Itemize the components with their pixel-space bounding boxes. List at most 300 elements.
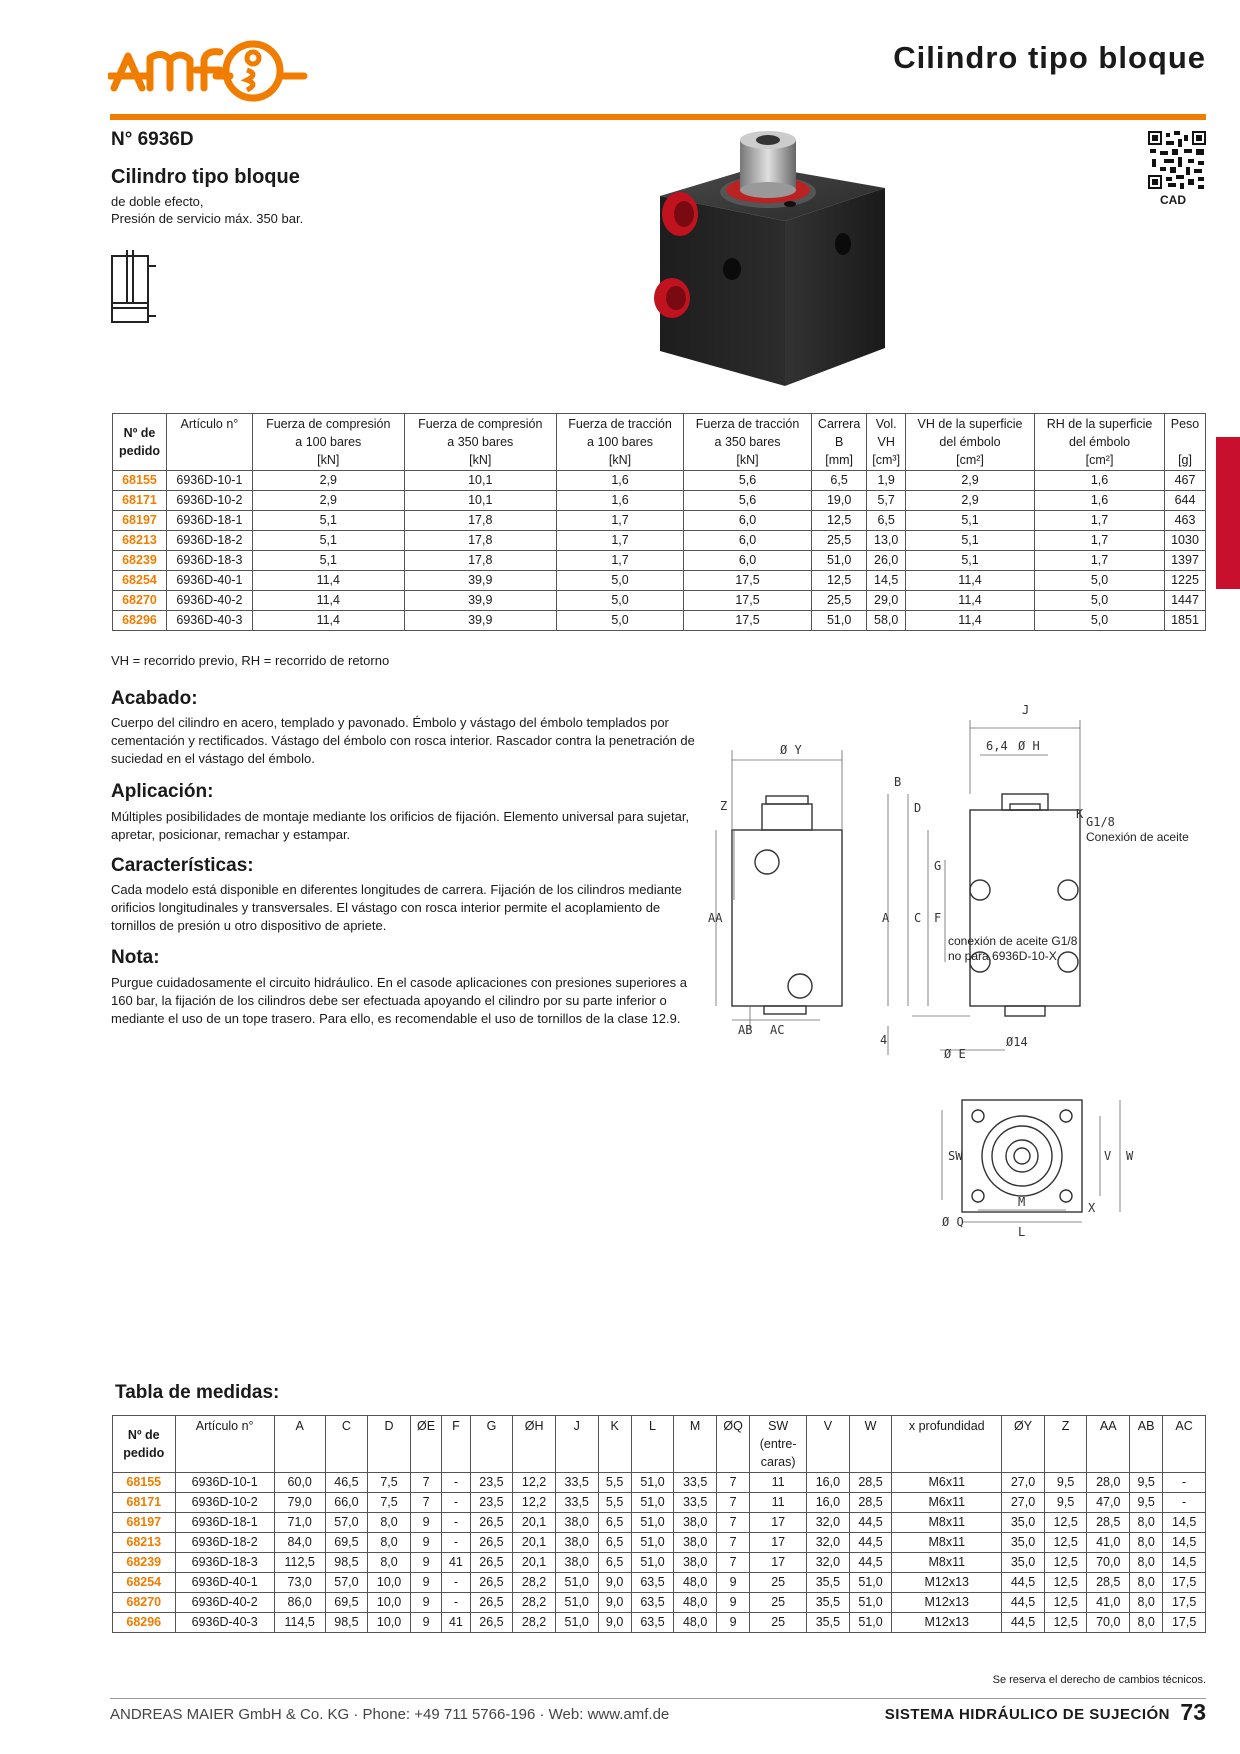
table-cell: 38,0 <box>674 1513 717 1533</box>
table-cell: M12x13 <box>892 1573 1002 1593</box>
table-cell: 44,5 <box>1002 1593 1045 1613</box>
table-cell: 6,5 <box>811 471 867 491</box>
table-cell: 5,1 <box>905 551 1034 571</box>
table-cell: 25 <box>750 1573 807 1593</box>
table-cell: 9,0 <box>598 1573 631 1593</box>
table-cell: 28,5 <box>849 1473 892 1493</box>
table-cell: 6936D-40-2 <box>175 1593 274 1613</box>
measures-header-cell: G <box>470 1416 513 1473</box>
measures-header-cell: ØE <box>410 1416 441 1473</box>
dimension-label: J <box>1022 703 1030 717</box>
table-cell: 41 <box>442 1553 470 1573</box>
table-cell: 47,0 <box>1087 1493 1130 1513</box>
table-cell: 33,5 <box>555 1493 598 1513</box>
dimension-label: Ø Q <box>942 1215 964 1229</box>
spec-header-cell: Vol. VH [cm³] <box>867 414 906 471</box>
table-cell: 5,5 <box>598 1493 631 1513</box>
table-cell: 7,5 <box>368 1493 411 1513</box>
table-cell: 98,5 <box>325 1613 368 1633</box>
table-cell: 35,5 <box>807 1573 850 1593</box>
table-cell: 112,5 <box>274 1553 325 1573</box>
table-cell: 32,0 <box>807 1533 850 1553</box>
measures-header-cell: F <box>442 1416 470 1473</box>
table-row <box>113 611 1206 631</box>
order-number-link[interactable]: 68197 <box>113 1513 176 1533</box>
table-cell: 8,0 <box>1130 1613 1163 1633</box>
table-cell: 5,0 <box>556 591 684 611</box>
table-cell: 9,5 <box>1044 1493 1087 1513</box>
table-cell: 6936D-18-2 <box>175 1533 274 1553</box>
table-cell: 28,5 <box>849 1493 892 1513</box>
table-cell: 12,5 <box>1044 1513 1087 1533</box>
table-cell: 2,9 <box>905 471 1034 491</box>
table-cell: 70,0 <box>1087 1553 1130 1573</box>
table-row <box>113 591 1206 611</box>
table-cell: M12x13 <box>892 1613 1002 1633</box>
table-cell: 11,4 <box>252 591 404 611</box>
dimension-label: L <box>1018 1225 1026 1239</box>
table-cell: 26,0 <box>867 551 906 571</box>
table-cell: 51,0 <box>849 1573 892 1593</box>
table-cell: - <box>442 1513 470 1533</box>
table-cell: 10,1 <box>404 471 556 491</box>
table-cell: 51,0 <box>631 1493 674 1513</box>
table-cell: 33,5 <box>674 1473 717 1493</box>
spec-header-cell: Fuerza de tracción a 350 bares [kN] <box>684 414 812 471</box>
table-cell: 8,0 <box>1130 1573 1163 1593</box>
table-cell: 9 <box>410 1533 441 1553</box>
table-cell: 20,1 <box>513 1513 556 1533</box>
dimension-label: M <box>1018 1195 1026 1209</box>
table-cell: 1225 <box>1165 571 1206 591</box>
table-cell: 5,1 <box>252 531 404 551</box>
section-caracteristicas-body: Cada modelo está disponible en diferentes longitudes de carrera. Fijación de los cilindros mediante orificios longitudinales y transversales. El vástago con rosca interior permite el acoplamiento de tornillos de presión u otro dispositivo de apriete. <box>111 882 682 933</box>
table-cell: 11,4 <box>905 591 1034 611</box>
double-acting-cylinder-symbol <box>110 250 160 328</box>
table-cell: 51,0 <box>849 1593 892 1613</box>
dimension-label: C <box>914 911 922 925</box>
table-cell: 10,0 <box>368 1613 411 1633</box>
dimension-label: G <box>934 859 942 873</box>
spec-header-cell: Nº de pedido <box>113 414 167 471</box>
order-number-link[interactable]: 68155 <box>113 471 167 491</box>
table-cell: 17,5 <box>1163 1573 1206 1593</box>
table-cell: 48,0 <box>674 1593 717 1613</box>
table-row <box>113 551 1206 571</box>
spec-header-cell: Fuerza de tracción a 100 bares [kN] <box>556 414 684 471</box>
table-cell: 10,1 <box>404 491 556 511</box>
table-row <box>113 1513 1206 1533</box>
table-cell: 1,7 <box>1035 551 1165 571</box>
table-cell: 9 <box>410 1553 441 1573</box>
order-number-link[interactable]: 68239 <box>113 551 167 571</box>
table-cell: M12x13 <box>892 1593 1002 1613</box>
table-row <box>113 471 1206 491</box>
table-cell: 7 <box>716 1513 749 1533</box>
table-cell: 33,5 <box>555 1473 598 1493</box>
measures-table <box>112 1415 1206 1633</box>
table-cell: M8x11 <box>892 1513 1002 1533</box>
table-cell: 2,9 <box>905 491 1034 511</box>
table-cell: 51,0 <box>555 1613 598 1633</box>
spec-header-cell: Carrera B [mm] <box>811 414 867 471</box>
table-cell: M8x11 <box>892 1553 1002 1573</box>
table-cell: 6,5 <box>598 1513 631 1533</box>
dimension-label: Ø Y <box>780 743 802 757</box>
table-cell: 26,5 <box>470 1573 513 1593</box>
table-cell: 28,5 <box>1087 1573 1130 1593</box>
section-aplicacion-body: Múltiples posibilidades de montaje mediante los orificios de fijación. Elemento universal para sujetar, apretar, posicionar, remachar y estampar. <box>111 809 690 842</box>
table-cell: 28,2 <box>513 1613 556 1633</box>
table-cell: M6x11 <box>892 1493 1002 1513</box>
measures-title: Tabla de medidas: <box>115 1382 280 1403</box>
table-cell: 51,0 <box>811 611 867 631</box>
table-cell: 5,1 <box>252 511 404 531</box>
table-cell: 86,0 <box>274 1593 325 1613</box>
table-cell: 35,5 <box>807 1613 850 1633</box>
section-nota-title: Nota: <box>111 947 160 968</box>
table-cell: 11,4 <box>252 611 404 631</box>
table-cell: 467 <box>1165 471 1206 491</box>
table-cell: 7 <box>716 1533 749 1553</box>
table-cell: 7 <box>716 1493 749 1513</box>
table-cell: 17,8 <box>404 551 556 571</box>
table-cell: 6,0 <box>684 531 812 551</box>
table-cell: 9,5 <box>1044 1473 1087 1493</box>
table-cell: - <box>442 1593 470 1613</box>
table-cell: 26,5 <box>470 1613 513 1633</box>
spec-header-cell: Fuerza de compresión a 350 bares [kN] <box>404 414 556 471</box>
table-cell: 38,0 <box>555 1533 598 1553</box>
cad-label: CAD <box>1160 193 1186 207</box>
table-cell: 44,5 <box>1002 1573 1045 1593</box>
table-cell: 9 <box>716 1573 749 1593</box>
dimension-label: SW <box>948 1149 963 1163</box>
dimension-label: Ø E <box>944 1047 966 1061</box>
oil-connection-g18-line1: conexión de aceite G1/8 <box>948 934 1078 948</box>
dimension-label: D <box>914 801 922 815</box>
table-cell: 27,0 <box>1002 1473 1045 1493</box>
spec-header-cell: Artículo n° <box>167 414 253 471</box>
dimension-label: AA <box>708 911 723 925</box>
table-cell: 27,0 <box>1002 1493 1045 1513</box>
section-side-tab <box>1216 437 1240 589</box>
table-row <box>113 571 1206 591</box>
dimension-label: V <box>1104 1149 1112 1163</box>
measures-header-cell: K <box>598 1416 631 1473</box>
table-cell: 11,4 <box>252 571 404 591</box>
table-cell: 14,5 <box>1163 1513 1206 1533</box>
table-cell: 39,9 <box>404 611 556 631</box>
dimension-label: Ø H <box>1018 739 1040 753</box>
order-number-link[interactable]: 68270 <box>113 1593 176 1613</box>
table-cell: 1,7 <box>556 551 684 571</box>
page-title: Cilindro tipo bloque <box>893 40 1206 75</box>
dimension-label: X <box>1088 1201 1096 1215</box>
table-cell: 6936D-40-1 <box>167 571 253 591</box>
table-cell: 41 <box>442 1613 470 1633</box>
table-cell: 5,5 <box>598 1473 631 1493</box>
table-cell: 51,0 <box>631 1533 674 1553</box>
table-cell: 14,5 <box>867 571 906 591</box>
table-cell: 5,1 <box>905 531 1034 551</box>
measures-header-cell: x profundidad <box>892 1416 1002 1473</box>
table-cell: 5,7 <box>867 491 906 511</box>
table-cell: 6,5 <box>598 1533 631 1553</box>
measures-header-cell: ØQ <box>716 1416 749 1473</box>
table-cell: 9,5 <box>1130 1473 1163 1493</box>
table-cell: 17,5 <box>1163 1593 1206 1613</box>
table-cell: 63,5 <box>631 1613 674 1633</box>
section-aplicacion-title: Aplicación: <box>111 781 214 802</box>
table-cell: 51,0 <box>555 1573 598 1593</box>
table-cell: 44,5 <box>1002 1613 1045 1633</box>
table-cell: - <box>442 1573 470 1593</box>
table-cell: 51,0 <box>631 1473 674 1493</box>
table-cell: 7 <box>410 1493 441 1513</box>
table-cell: 6936D-10-2 <box>167 491 253 511</box>
table-cell: 6,0 <box>684 551 812 571</box>
table-cell: 12,5 <box>1044 1613 1087 1633</box>
table-cell: 114,5 <box>274 1613 325 1633</box>
table-cell: 6936D-18-3 <box>167 551 253 571</box>
spec-table-header <box>113 414 1206 471</box>
dimension-label: AB <box>738 1023 753 1037</box>
table-cell: 644 <box>1165 491 1206 511</box>
table-cell: 8,0 <box>1130 1533 1163 1553</box>
table-cell: - <box>442 1473 470 1493</box>
table-cell: 10,0 <box>368 1573 411 1593</box>
qr-code-icon[interactable] <box>1148 131 1206 189</box>
dimension-label: AC <box>770 1023 785 1037</box>
table-cell: 35,0 <box>1002 1533 1045 1553</box>
measures-header-cell: D <box>368 1416 411 1473</box>
table-cell: 84,0 <box>274 1533 325 1553</box>
table-cell: 19,0 <box>811 491 867 511</box>
table-cell: 11,4 <box>905 571 1034 591</box>
spec-table <box>112 413 1206 631</box>
table-cell: 25,5 <box>811 531 867 551</box>
dimension-label: B <box>894 775 902 789</box>
table-cell: 71,0 <box>274 1513 325 1533</box>
measures-header-cell: M <box>674 1416 717 1473</box>
table-cell: 35,0 <box>1002 1553 1045 1573</box>
table-cell: 39,9 <box>404 591 556 611</box>
table-cell: 14,5 <box>1163 1553 1206 1573</box>
dimension-label: W <box>1126 1149 1134 1163</box>
table-cell: 63,5 <box>631 1573 674 1593</box>
table-cell: 1,6 <box>556 471 684 491</box>
table-cell: 17,5 <box>684 611 812 631</box>
table-cell: 17 <box>750 1533 807 1553</box>
table-cell: 17,5 <box>1163 1613 1206 1633</box>
order-number-link[interactable]: 68296 <box>113 611 167 631</box>
table-cell: 29,0 <box>867 591 906 611</box>
section-acabado-title: Acabado: <box>111 688 198 709</box>
table-cell: 26,5 <box>470 1553 513 1573</box>
table-cell: 17,8 <box>404 511 556 531</box>
measures-header-cell: AC <box>1163 1416 1206 1473</box>
table-cell: 11 <box>750 1473 807 1493</box>
spec-header-cell: Peso [g] <box>1165 414 1206 471</box>
table-cell: 9,0 <box>598 1613 631 1633</box>
table-cell: 9 <box>410 1593 441 1613</box>
table-cell: 5,1 <box>905 511 1034 531</box>
table-cell: 2,9 <box>252 471 404 491</box>
table-cell: 7,5 <box>368 1473 411 1493</box>
table-cell: 38,0 <box>555 1513 598 1533</box>
order-number-link[interactable]: 68213 <box>113 1533 176 1553</box>
table-cell: 7 <box>716 1553 749 1573</box>
measures-header-cell: SW (entre- caras) <box>750 1416 807 1473</box>
order-number-link[interactable]: 68197 <box>113 511 167 531</box>
table-cell: 1,6 <box>556 491 684 511</box>
measures-header-cell: ØY <box>1002 1416 1045 1473</box>
section-nota-body: Purgue cuidadosamente el circuito hidráulico. En el casode aplicaciones con presiones superiores a 160 bar, la fijación de los cilindros debe ser efectuada apoyando el cilindro por su parte inferior o mediante el uso de un tope trasero. Para ello, es recomendable el uso de tornillos de la clase 12.9. <box>111 975 687 1026</box>
table-cell: 5,1 <box>252 551 404 571</box>
table-cell: 16,0 <box>807 1493 850 1513</box>
table-row <box>113 1493 1206 1513</box>
table-cell: 25 <box>750 1613 807 1633</box>
product-desc-2: Presión de servicio máx. 350 bar. <box>111 211 304 226</box>
measures-header-cell: L <box>631 1416 674 1473</box>
table-cell: 41,0 <box>1087 1533 1130 1553</box>
table-cell: 73,0 <box>274 1573 325 1593</box>
table-cell: 5,0 <box>556 571 684 591</box>
table-cell: 28,2 <box>513 1573 556 1593</box>
measures-header-cell: A <box>274 1416 325 1473</box>
order-number-link[interactable]: 68171 <box>113 491 167 511</box>
dimension-label: Z <box>720 799 728 813</box>
order-number-link[interactable]: 68213 <box>113 531 167 551</box>
table-cell: 12,5 <box>1044 1533 1087 1553</box>
table-cell: 20,1 <box>513 1553 556 1573</box>
order-number-link[interactable]: 68254 <box>113 571 167 591</box>
order-number-link[interactable]: 68155 <box>113 1473 176 1493</box>
table-cell: 12,5 <box>1044 1593 1087 1613</box>
table-cell: 5,0 <box>1035 611 1165 631</box>
table-cell: 35,5 <box>807 1593 850 1613</box>
technical-drawing <box>680 700 1220 1260</box>
order-number-link[interactable]: 68296 <box>113 1613 176 1633</box>
table-cell: 463 <box>1165 511 1206 531</box>
table-cell: 9 <box>410 1513 441 1533</box>
table-cell: 57,0 <box>325 1513 368 1533</box>
table-cell: 66,0 <box>325 1493 368 1513</box>
order-number-link[interactable]: 68239 <box>113 1553 176 1573</box>
table-cell: 23,5 <box>470 1493 513 1513</box>
table-cell: 28,5 <box>1087 1513 1130 1533</box>
table-cell: 9 <box>716 1593 749 1613</box>
product-number: N° 6936D <box>111 129 194 150</box>
table-cell: 12,2 <box>513 1493 556 1513</box>
oil-connection-label: Conexión de aceite <box>1086 830 1189 844</box>
table-cell: 38,0 <box>555 1553 598 1573</box>
product-desc-1: de doble efecto, <box>111 194 204 209</box>
measures-header-cell: Artículo n° <box>175 1416 274 1473</box>
table-cell: 1447 <box>1165 591 1206 611</box>
table-cell: 28,2 <box>513 1593 556 1613</box>
measures-header-cell: AA <box>1087 1416 1130 1473</box>
table-cell: 20,1 <box>513 1533 556 1553</box>
table-cell: 8,0 <box>368 1513 411 1533</box>
table-cell: 7 <box>410 1473 441 1493</box>
table-cell: 9,0 <box>598 1593 631 1613</box>
table-cell: - <box>442 1533 470 1553</box>
table-cell: 98,5 <box>325 1553 368 1573</box>
table-cell: 9 <box>410 1613 441 1633</box>
table-cell: 6936D-40-2 <box>167 591 253 611</box>
product-name: Cilindro tipo bloque <box>111 166 300 188</box>
footer-section: SISTEMA HIDRÁULICO DE SUJECIÓN <box>884 1706 1170 1723</box>
table-row <box>113 1593 1206 1613</box>
reserve-note: Se reserva el derecho de cambios técnicos. <box>992 1674 1206 1686</box>
measures-header-cell: Nº de pedido <box>113 1416 176 1473</box>
table-cell: 6,5 <box>867 511 906 531</box>
table-cell: 6936D-10-2 <box>175 1493 274 1513</box>
table-cell: 6936D-18-3 <box>175 1553 274 1573</box>
table-cell: - <box>442 1493 470 1513</box>
table-cell: 6,0 <box>684 511 812 531</box>
table-cell: 12,5 <box>1044 1573 1087 1593</box>
table-cell: - <box>1163 1473 1206 1493</box>
table-cell: 1,7 <box>1035 531 1165 551</box>
table-row <box>113 1533 1206 1553</box>
order-number-link[interactable]: 68254 <box>113 1573 176 1593</box>
table-cell: 63,5 <box>631 1593 674 1613</box>
table-cell: 69,5 <box>325 1593 368 1613</box>
table-cell: 35,0 <box>1002 1513 1045 1533</box>
table-cell: M6x11 <box>892 1473 1002 1493</box>
table-cell: 17,5 <box>684 591 812 611</box>
table-cell: 6936D-18-2 <box>167 531 253 551</box>
table-cell: 44,5 <box>849 1553 892 1573</box>
table-cell: 44,5 <box>849 1513 892 1533</box>
table-cell: 70,0 <box>1087 1613 1130 1633</box>
table-cell: 51,0 <box>631 1513 674 1533</box>
table-cell: 46,5 <box>325 1473 368 1493</box>
table-cell: 17,5 <box>684 571 812 591</box>
table-cell: 1,9 <box>867 471 906 491</box>
table-cell: 6936D-40-3 <box>167 611 253 631</box>
table-cell: 6936D-10-1 <box>175 1473 274 1493</box>
table-cell: 1,7 <box>556 531 684 551</box>
order-number-link[interactable]: 68171 <box>113 1493 176 1513</box>
dimension-label: K <box>1076 807 1084 821</box>
table-cell: 1,6 <box>1035 471 1165 491</box>
table-cell: 48,0 <box>674 1613 717 1633</box>
table-cell: 1851 <box>1165 611 1206 631</box>
spec-header-cell: VH de la superficie del émbolo [cm²] <box>905 414 1034 471</box>
order-number-link[interactable]: 68270 <box>113 591 167 611</box>
dimension-label: Ø14 <box>1006 1035 1028 1049</box>
product-photo <box>650 126 900 396</box>
table-cell: 12,5 <box>811 571 867 591</box>
table-cell: 26,5 <box>470 1513 513 1533</box>
section-caracteristicas-title: Características: <box>111 855 254 876</box>
table-cell: 12,5 <box>811 511 867 531</box>
table-cell: 17 <box>750 1553 807 1573</box>
table-cell: - <box>1163 1493 1206 1513</box>
table-cell: 8,0 <box>1130 1513 1163 1533</box>
oil-connection-g18-line2: no para 6936D-10-X <box>948 949 1057 963</box>
table-cell: 32,0 <box>807 1513 850 1533</box>
table-cell: 5,6 <box>684 471 812 491</box>
measures-header-cell: W <box>849 1416 892 1473</box>
table-cell: 6936D-40-3 <box>175 1613 274 1633</box>
table-cell: 17 <box>750 1513 807 1533</box>
table-cell: 9,5 <box>1130 1493 1163 1513</box>
